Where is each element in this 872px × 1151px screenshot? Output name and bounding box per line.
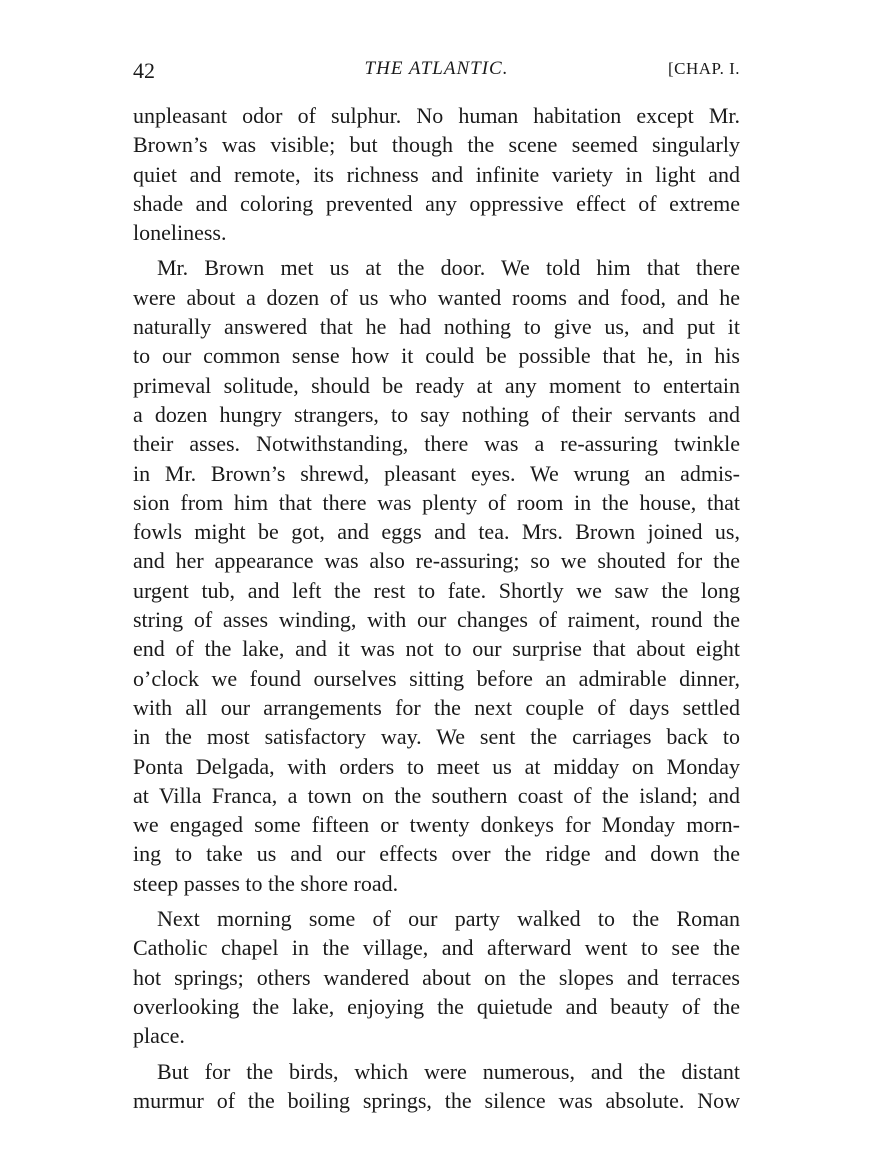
text-line: shade and coloring prevented any oppressive effect of extreme xyxy=(133,190,740,216)
text-line: hot springs; others wandered about on the slopes and terraces xyxy=(133,964,740,990)
body-text xyxy=(133,101,740,1115)
text-line: Ponta Delgada, with orders to meet us at midday on Monday xyxy=(133,753,740,779)
text-line: unpleasant odor of sulphur. No human habitation except Mr. xyxy=(133,103,740,128)
text-line: place. xyxy=(133,1023,185,1049)
text-line: quiet and remote, its richness and infinite variety in light and xyxy=(133,161,740,187)
chapter-reference: [CHAP. I. xyxy=(667,59,740,78)
text-line: But for the birds, which were numerous, and the distant xyxy=(157,1058,740,1084)
text-line: steep passes to the shore road. xyxy=(133,870,399,896)
text-line: and her appearance was also re-assuring; so we shouted for the xyxy=(133,548,740,574)
text-line: urgent tub, and left the rest to fate. Shortly we saw the long xyxy=(133,577,740,603)
text-line: to our common sense how it could be possible that he, in his xyxy=(133,343,740,369)
text-line: Catholic chapel in the village, and afterward went to see the xyxy=(133,935,740,961)
paragraph xyxy=(133,101,740,247)
text-line: Mr. Brown met us at the door. We told him that there xyxy=(157,255,740,281)
text-line: a dozen hungry strangers, to say nothing of their servants and xyxy=(133,401,740,427)
text-line: with all our arrangements for the next couple of days settled xyxy=(133,694,740,720)
text-line: their asses. Notwithstanding, there was a re-assuring twinkle xyxy=(133,431,740,457)
text-line: string of asses winding, with our changes of raiment, round the xyxy=(133,607,740,633)
text-line: primeval solitude, should be ready at any moment to entertain xyxy=(133,372,740,398)
text-line: we engaged some fifteen or twenty donkeys for Monday morn- xyxy=(133,812,740,838)
text-line: Brown’s was visible; but though the scene seemed singularly xyxy=(133,132,740,158)
text-line: fowls might be got, and eggs and tea. Mrs. Brown joined us, xyxy=(133,519,740,545)
text-line: loneliness. xyxy=(133,220,227,246)
running-head xyxy=(133,58,740,88)
text-line: end of the lake, and it was not to our surprise that about eight xyxy=(133,636,740,662)
paragraph xyxy=(133,1057,740,1116)
text-line: overlooking the lake, enjoying the quietude and beauty of the xyxy=(133,993,740,1019)
text-line: in Mr. Brown’s shrewd, pleasant eyes. We wrung an admis- xyxy=(133,460,740,486)
text-line: at Villa Franca, a town on the southern coast of the island; and xyxy=(133,782,740,808)
page-number: 42 xyxy=(133,58,155,83)
text-line: murmur of the boiling springs, the silence was absolute. Now xyxy=(133,1087,740,1113)
text-line: Next morning some of our party walked to the Roman xyxy=(157,906,740,932)
running-title: THE ATLANTIC. xyxy=(364,58,509,79)
text-line: naturally answered that he had nothing to give us, and put it xyxy=(133,314,740,340)
paragraph xyxy=(133,253,740,898)
text-line: in the most satisfactory way. We sent the carriages back to xyxy=(133,724,740,750)
text-line: sion from him that there was plenty of room in the house, that xyxy=(133,489,740,515)
text-line: ing to take us and our effects over the ridge and down the xyxy=(133,841,740,867)
paragraph xyxy=(133,904,740,1050)
text-line: o’clock we found ourselves sitting before an admirable dinner, xyxy=(133,665,740,691)
text-line: were about a dozen of us who wanted rooms and food, and he xyxy=(133,284,740,310)
